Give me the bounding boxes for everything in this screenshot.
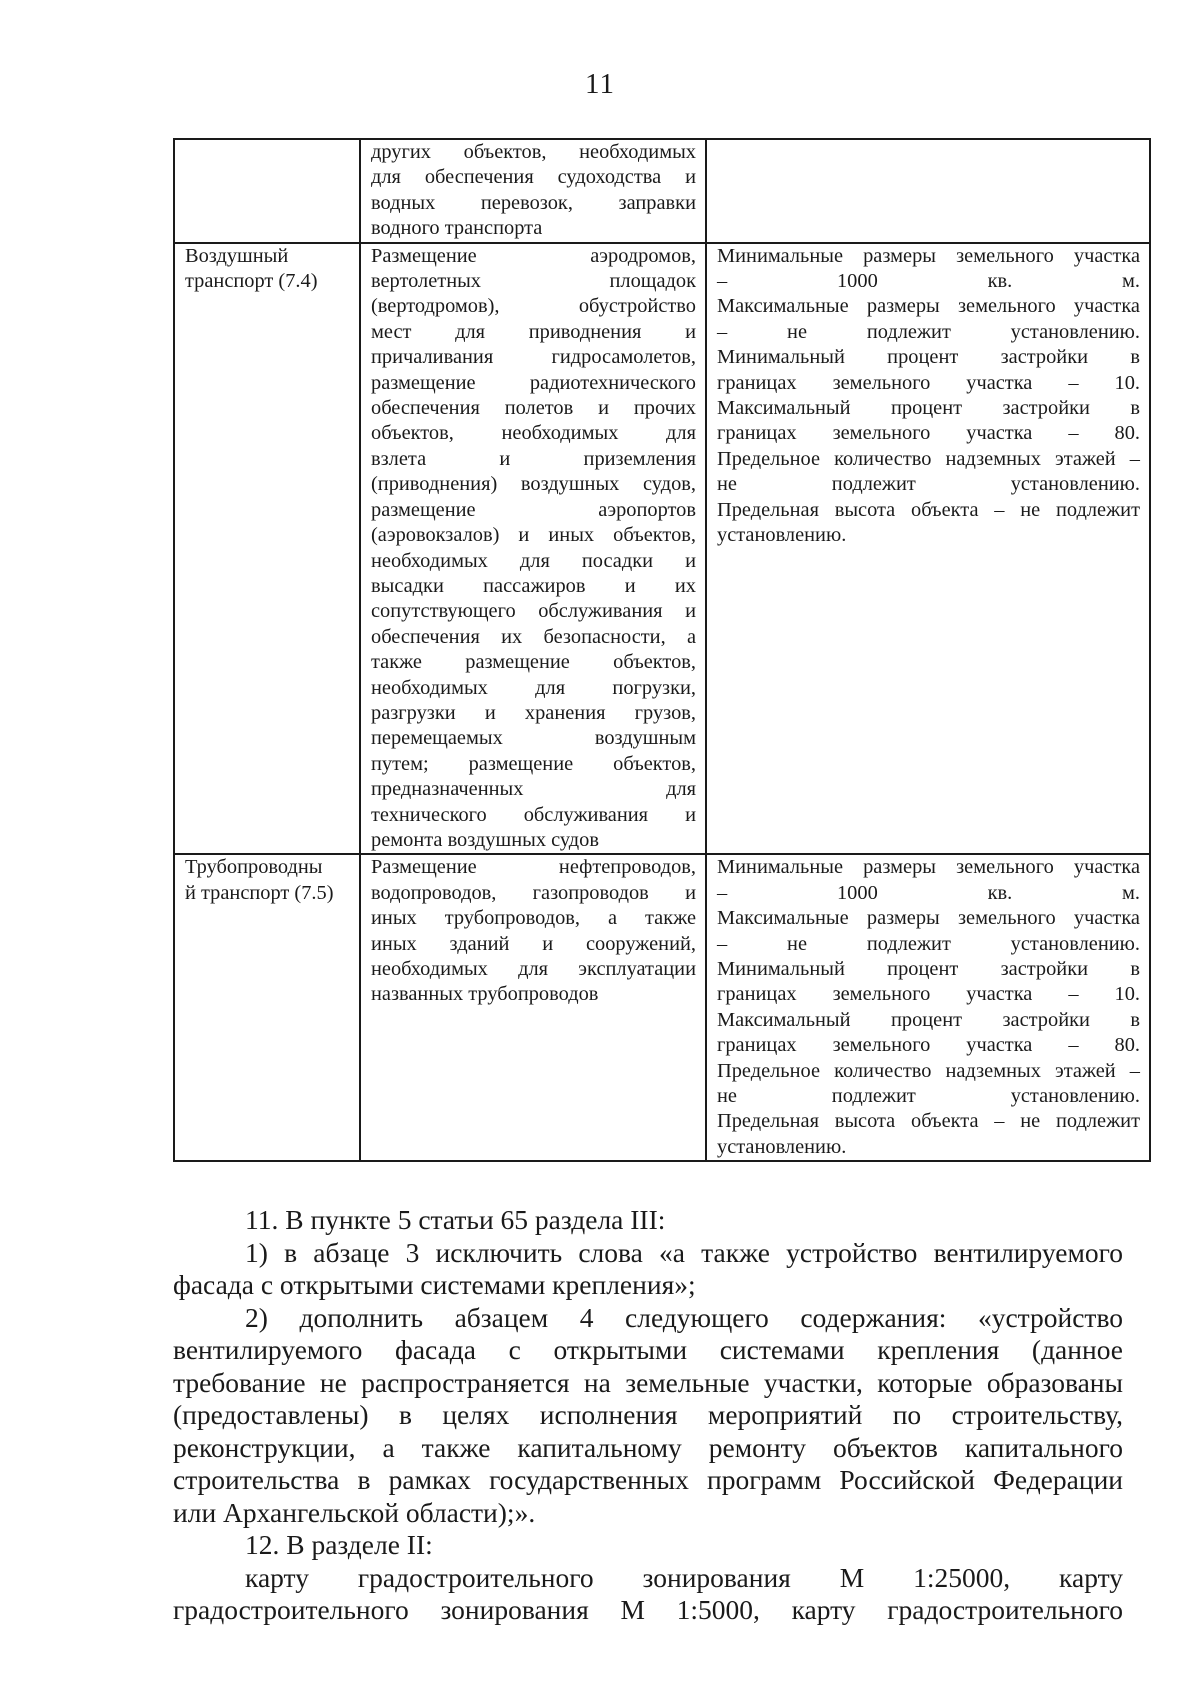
- cell-text-line: необходимых для посадки и: [371, 549, 696, 572]
- cell-text-line: ремонта воздушных судов: [371, 828, 599, 851]
- cell-text-line: для обеспечения судоходства и: [371, 166, 696, 189]
- cell-text-line: мест для приводнения и: [371, 320, 696, 343]
- cell-text-line: высадки пассажиров и их: [371, 574, 696, 597]
- body-text-line: градостроительного зонирования М 1:5000, карту градостроительного: [173, 1594, 1123, 1625]
- cell-land-use-parameters: [706, 854, 1150, 1161]
- cell-text-line: – 1000 кв. м.: [717, 881, 1140, 904]
- cell-text-line: Минимальный процент застройки в: [717, 958, 1140, 980]
- cell-text-line: й транспорт (7.5): [185, 881, 334, 904]
- cell-text-line: транспорт (7.4): [185, 270, 318, 293]
- cell-text-line: границах земельного участка – 80.: [717, 1034, 1140, 1057]
- body-text-line: фасада с открытыми системами крепления»;: [173, 1269, 696, 1300]
- cell-text-line: иных зданий и сооружений,: [371, 932, 696, 955]
- cell-land-use-name: [174, 243, 360, 855]
- cell-text-line: – не подлежит установлению.: [717, 320, 1140, 343]
- cell-land-use-parameters: [706, 139, 1150, 243]
- cell-text-line: обеспечения их безопасности, а: [371, 625, 696, 648]
- cell-text-line: также размещение объектов,: [371, 651, 696, 674]
- cell-text-line: сопутствующего обслуживания и: [371, 600, 696, 623]
- cell-land-use-description: [360, 854, 706, 1161]
- cell-text-line: других объектов, необходимых: [371, 141, 696, 163]
- cell-text-line: установлению.: [717, 524, 847, 547]
- cell-text-line: необходимых для эксплуатации: [371, 958, 696, 980]
- cell-text-line: размещение аэропортов: [371, 498, 696, 521]
- body-text-line: вентилируемого фасада с открытыми системами крепления (данное: [173, 1334, 1123, 1365]
- cell-text-line: обеспечения полетов и прочих: [371, 397, 696, 420]
- cell-text-line: Максимальный процент застройки в: [717, 397, 1140, 420]
- cell-text-line: Предельное количество надземных этажей –: [717, 447, 1140, 470]
- cell-text-line: водопроводов, газопроводов и: [371, 881, 696, 904]
- cell-text-line: не подлежит установлению.: [717, 473, 1140, 496]
- cell-text-line: взлета и приземления: [371, 447, 696, 470]
- cell-land-use-description: [360, 139, 706, 243]
- cell-text-line: путем; размещение объектов,: [371, 752, 696, 775]
- cell-text-line: Минимальные размеры земельного участка: [717, 244, 1140, 267]
- cell-text-line: Воздушный: [185, 244, 289, 267]
- body-text-line: строительства в рамках государственных программ Российской Федерации: [173, 1464, 1123, 1495]
- cell-text-line: не подлежит установлению.: [717, 1085, 1140, 1108]
- cell-text-line: (аэровокзалов) и иных объектов,: [371, 524, 696, 547]
- cell-text-line: перемещаемых воздушным: [371, 727, 696, 750]
- cell-text-line: границах земельного участка – 10.: [717, 983, 1140, 1006]
- cell-land-use-name: [174, 139, 360, 243]
- cell-text-line: (вертодромов), обустройство: [371, 295, 696, 318]
- cell-land-use-description: [360, 243, 706, 855]
- cell-text-line: установлению.: [717, 1135, 847, 1158]
- cell-text-line: разгрузки и хранения грузов,: [371, 701, 696, 724]
- cell-text-line: границах земельного участка – 10.: [717, 371, 1140, 394]
- table-row: [174, 243, 1150, 855]
- cell-text-line: Максимальные размеры земельного участка: [717, 907, 1140, 930]
- cell-land-use-parameters: [706, 243, 1150, 855]
- cell-text-line: границах земельного участка – 80.: [717, 422, 1140, 445]
- cell-text-line: Максимальный процент застройки в: [717, 1008, 1140, 1031]
- table-row: [174, 854, 1150, 1161]
- cell-text-line: необходимых для погрузки,: [371, 676, 696, 699]
- body-text-line: 1) в абзаце 3 исключить слова «а также устройство вентилируемого: [245, 1236, 1123, 1268]
- cell-text-line: Размещение аэродромов,: [371, 244, 696, 267]
- body-text-line: требование не распространяется на земельные участки, которые образованы: [173, 1366, 1123, 1398]
- cell-text-line: объектов, необходимых для: [371, 422, 696, 445]
- body-text-line: (предоставлены) в целях исполнения мероприятий по строительству,: [173, 1399, 1123, 1430]
- cell-text-line: Предельное количество надземных этажей –: [717, 1059, 1140, 1082]
- page-number: 11: [585, 68, 615, 100]
- body-text-line: или Архангельской области);».: [173, 1496, 536, 1528]
- cell-land-use-name: [174, 854, 360, 1161]
- cell-text-line: Размещение нефтепроводов,: [371, 856, 696, 879]
- cell-text-line: – не подлежит установлению.: [717, 932, 1140, 955]
- amendment-text: [173, 1204, 1123, 1627]
- cell-text-line: размещение радиотехнического: [371, 371, 696, 394]
- cell-text-line: Трубопроводны: [185, 856, 323, 879]
- cell-text-line: предназначенных для: [371, 778, 696, 801]
- cell-text-line: технического обслуживания и: [371, 803, 696, 826]
- body-text-line: 12. В разделе II:: [245, 1529, 433, 1560]
- body-text-line: карту градостроительного зонирования М 1:25000, карту: [245, 1561, 1123, 1593]
- cell-text-line: вертолетных площадок: [371, 270, 696, 293]
- zoning-table: [173, 138, 1151, 1162]
- cell-text-line: названных трубопроводов: [371, 983, 599, 1006]
- cell-text-line: водного транспорта: [371, 217, 543, 240]
- cell-text-line: Предельная высота объекта – не подлежит: [717, 1110, 1140, 1133]
- cell-text-line: Предельная высота объекта – не подлежит: [717, 498, 1140, 521]
- body-text-line: 2) дополнить абзацем 4 следующего содержания: «устройство: [245, 1301, 1123, 1333]
- body-text-line: 11. В пункте 5 статьи 65 раздела III:: [245, 1204, 666, 1235]
- cell-text-line: Минимальные размеры земельного участка: [717, 856, 1140, 879]
- cell-text-line: причаливания гидросамолетов,: [371, 346, 696, 369]
- cell-text-line: – 1000 кв. м.: [717, 270, 1140, 293]
- cell-text-line: Максимальные размеры земельного участка: [717, 295, 1140, 318]
- cell-text-line: иных трубопроводов, а также: [371, 907, 696, 930]
- cell-text-line: (приводнения) воздушных судов,: [371, 473, 696, 496]
- cell-text-line: водных перевозок, заправки: [371, 191, 696, 214]
- cell-text-line: Минимальный процент застройки в: [717, 346, 1140, 369]
- body-text-line: реконструкции, а также капитальному ремонту объектов капитального: [173, 1431, 1123, 1463]
- table-row: [174, 139, 1150, 243]
